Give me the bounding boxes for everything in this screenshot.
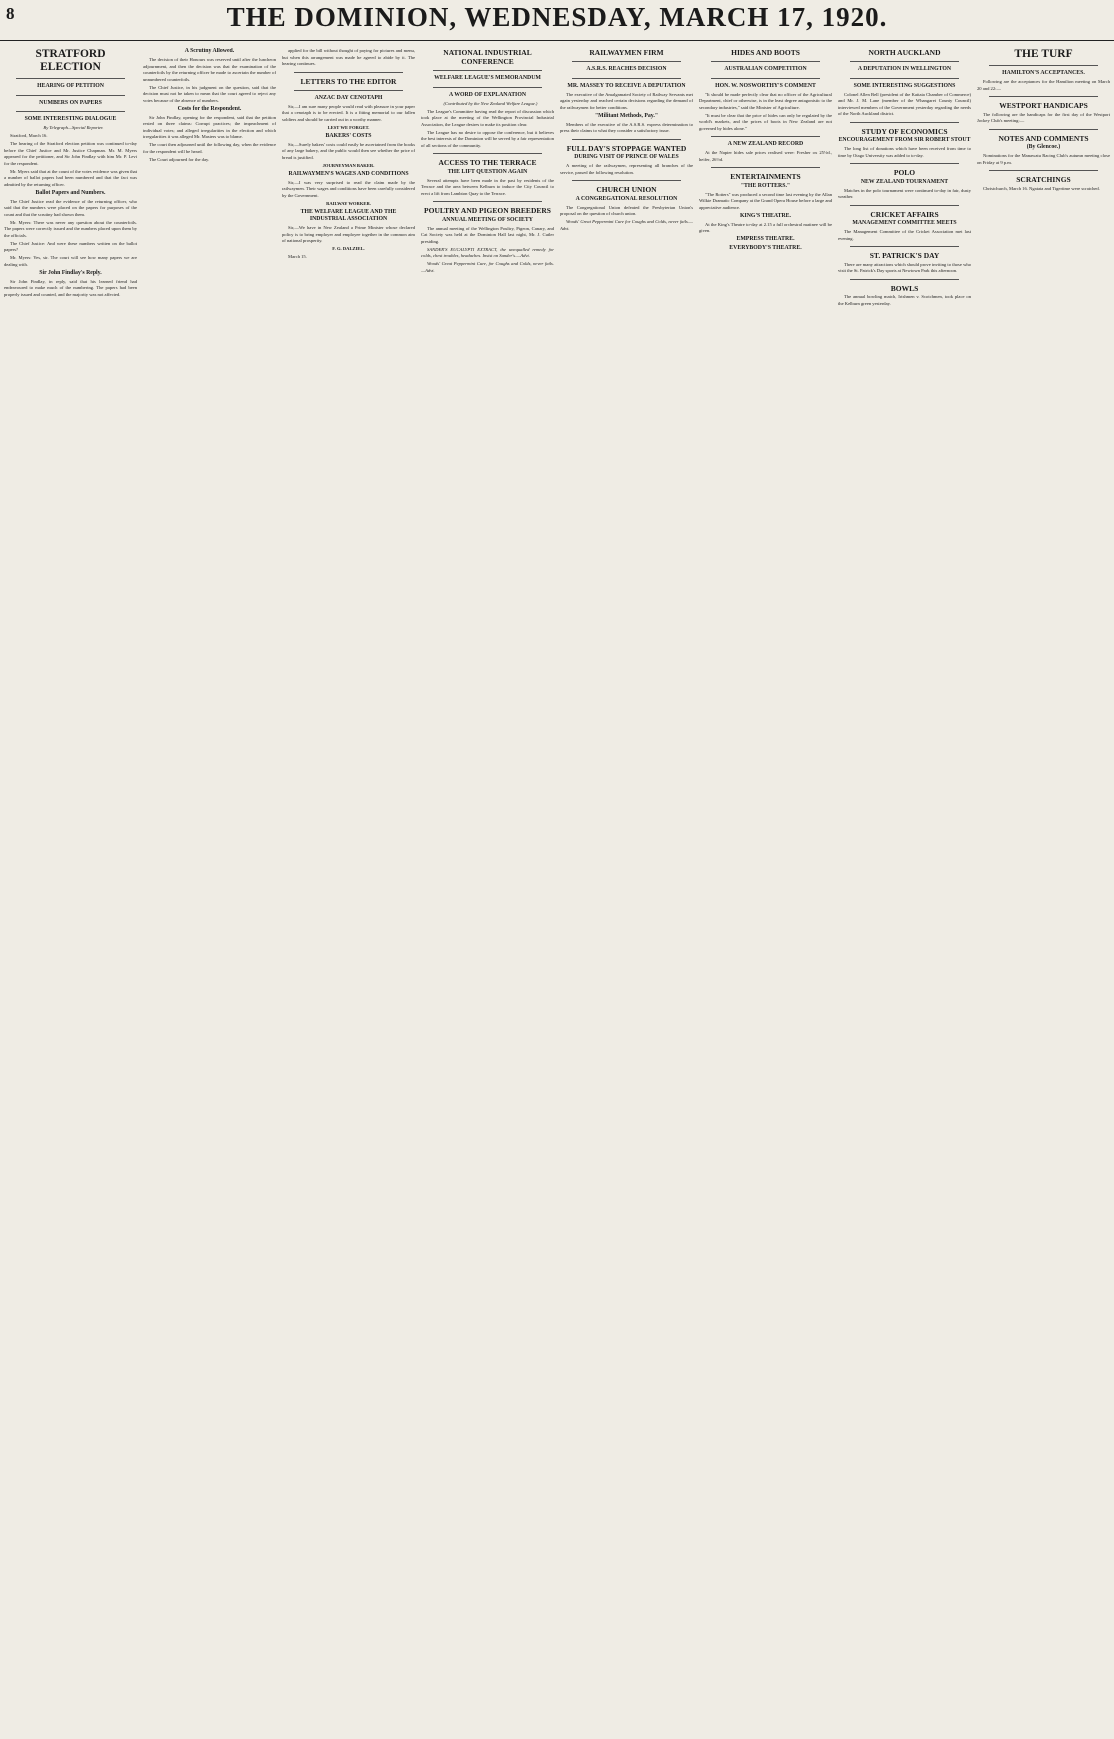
subheadline: NUMBERS ON PAPERS [39,99,102,106]
newspaper-title: THE DOMINION, WEDNESDAY, MARCH 17, 1920. [226,2,888,32]
headline: RAILWAYMEN FIRM [589,48,664,57]
article-paragraph: "It must be clear that the price of hides can only be regulated by the world's markets, and the prices of boots in New Zealand are not governed by hides alone." [699,112,832,131]
headline: STRATFORD ELECTION [35,48,106,73]
headline: STUDY OF ECONOMICS [861,126,948,136]
subheadline: HAMILTON'S ACCEPTANCES. [1002,70,1085,76]
article-paragraph: The following are the handicaps for the first day of the Westport Jockey Club's meeting:— [977,111,1110,123]
article-paragraph: Sir John Findlay, opening for the respondent, said that the petition rested on three claims: Corrupt practices; the impeachment of individual votes; and alleged irregularities in the election and which irregularities it was alleged Mr. Masters was to blame. [143,114,276,139]
subheadline: A.S.R.S. REACHES DECISION [586,66,667,72]
letter-body: Sir,—I was very surprised to read the claim made by the railwaymen. Their wages and conditions have been carefully considered by the Government. [282,179,415,198]
subheadline: DURING VISIT OF PRINCE OF WALES [574,154,679,160]
article-paragraph: The annual bowling match, Irishmen v. Scotchmen, took place on the Kelburn green yesterday. [838,294,971,306]
article-paragraph: The long list of donations which have been received from time to time by Otago University was added to to-day. [838,146,971,158]
column-3 [282,48,415,1734]
byline: (Contributed by the New Zealand Welfare League.) [443,100,538,106]
subheadline: THE LIFT QUESTION AGAIN [447,168,528,175]
letter-title: THE WELFARE LEAGUE AND THE INDUSTRIAL ASSOCIATION [300,208,397,222]
article-paragraph: At the King's Theatre to-day at 2.15 a full orchestral matinee will be given. [699,221,832,233]
section-heading: "Militant Methods, Pay." [594,112,659,119]
subheadline: ANNUAL MEETING OF SOCIETY [442,216,533,223]
article-paragraph: Mr. Myers said that at the count of the votes evidence was given that a number of ballot papers had been numbered and that the fact was admitted by the returning officer. [4,168,137,187]
article-paragraph: Colonel Allen Bell (president of the Kaitaia Chamber of Commerce) and Mr. J. M. Lane (member of the Whangarei County Council) interviewed members of the Government yesterday regarding the needs of the North Auckland district. [838,91,971,116]
subheadline: HON. W. NOSWORTHY'S COMMENT [715,82,816,89]
article-paragraph: The League has no desire to oppose the conference, but it believes the best interests of the Dominion will be served by a fair representation of all sections of the community. [421,129,554,148]
letter-body: Sir,—Surely bakers' costs could easily be ascertained from the books of any large bakery, and the public would then see whether the price of bread is justified. [282,141,415,160]
article-paragraph: The hearing of the Stratford election petition was continued to-day before the Chief Justice and Mr. Justice Chapman. Mr. M. Myers appeared for the petitioner, and Sir John Findlay with him Mr. P. Levi for the respondent. [4,141,137,166]
article-paragraph: The Court adjourned for the day. [149,156,210,162]
byline: By Telegraph—Special Reporter. [43,125,104,130]
subheadline: NEW ZEALAND TOURNAMENT [860,178,949,185]
article-paragraph: "It should be made perfectly clear that no officer of the Agricultural Department, chief or otherwise, is in the least degree antagonistic to the secondary industries," said the Minister of Agriculture. [699,91,832,110]
subheadline: SOME INTERESTING SUGGESTIONS [853,82,956,89]
section-heading: Ballot Papers and Numbers. [35,189,106,196]
column-7 [838,48,971,1734]
letter-body: Sir,—We have in New Zealand a Prime Minister whose declared policy is to bring employer and employee together in the common aim of national prosperity. [282,225,415,243]
article-paragraph: Sir John Findlay, in reply, said that his learned friend had endeavoured to make much of the numbering. The papers had been properly issued and counted, and the majority was not affected. [4,278,137,297]
advertisement: Woods' Great Peppermint Cure, for Coughs and Colds, never fails.—Advt. [421,261,554,273]
column-5 [560,48,693,1734]
section-heading: "THE ROTTERS." [740,182,791,189]
headline: HIDES AND BOOTS [731,48,800,57]
article-paragraph: There are many attractions which should prove inviting to those who visit the St. Patrick's Day sports at Newtown Park this afternoon. [838,261,971,273]
article-paragraph: Several attempts have been made in the past by residents of the Terrace and the area between Kelburn to induce the City Council to erect a lift from Lambton Quay to the Terrace. [421,177,554,196]
subheadline: SOME INTERESTING DIALOGUE [24,116,117,122]
headline: NOTES AND COMMENTS [998,133,1089,143]
headline: NATIONAL INDUSTRIAL CONFERENCE [443,48,532,66]
section-heading: A Scrutiny Allowed. [184,48,235,54]
section-heading: EVERYBODY'S THEATRE. [729,245,802,251]
letter-title: ANZAC DAY CENOTAPH [314,94,383,101]
headline: WESTPORT HANDICAPS [999,101,1088,110]
headline: ENTERTAINMENTS [730,172,801,181]
headline: ACCESS TO THE TERRACE [438,158,537,167]
article-paragraph: The Chief Justice, in his judgment on the question, said that the decision must not be taken to mean that the court agreed to reject any votes because of the absence of numbers. [143,84,276,103]
subheadline: WELFARE LEAGUE'S MEMORANDUM [434,75,541,81]
section-heading: Sir John Findlay's Reply. [39,269,102,276]
article-paragraph: The Chief Justice read the evidence of the returning officer, who said that the numbers were placed on the papers for purposes of the count and that the scrutiny had shown them. [4,198,137,217]
subheadline: MANAGEMENT COMMITTEE MEETS [852,220,957,226]
subheadline: MR. MASSEY TO RECEIVE A DEPUTATION [567,82,686,89]
headline: NORTH AUCKLAND [868,48,941,57]
article-paragraph: Nominations for the Manawatu Racing Club's autumn meeting close on Friday at 9 p.m. [977,153,1110,165]
section-heading: EMPRESS THEATRE. [736,236,795,242]
column-2 [143,48,276,1734]
section-heading: Costs for the Respondent. [177,105,242,112]
letter-title: BAKERS' COSTS [325,132,372,139]
column-1 [4,48,137,1734]
article-paragraph: "The Rotters" was produced a second time last evening by the Allan Wilkie Dramatic Company at the Grand Opera House before a large and appreciative audience. [699,191,832,210]
column-8 [977,48,1110,1734]
article-paragraph: applied for the bill without thought of paying for pictures and menu, but when this arrangement was made he agreed to abide by it. The hearing continues. [282,48,415,66]
article-paragraph: The court then adjourned until the following day, when the evidence for the respondent will be heard. [143,142,276,154]
headline: CRICKET AFFAIRS [870,209,939,219]
subheadline: AUSTRALIAN COMPETITION [724,66,807,72]
letter-body: Sir,—I am sure many people would read with pleasure in your paper that a cenotaph is to be erected. It is a fitting memorial to our fallen soldiers and should be carried out in a worthy manner. [282,103,415,122]
letter-date: March 15. [288,254,307,259]
dateline: Stratford, March 16. [10,133,48,138]
headline: LETTERS TO THE EDITOR [300,76,397,86]
letter-signature: LEST WE FORGET. [327,124,370,130]
section-heading: KING'S THEATRE. [739,212,791,219]
headline: A NEW ZEALAND RECORD [727,141,804,147]
article-paragraph: A meeting of the railwaymen, representing all branches of the service, passed the following resolution. [560,163,693,175]
article-paragraph: Mr. Myers: Yes, sir. The court will see how many papers we are dealing with. [4,255,137,267]
headline: SCRATCHINGS [1016,175,1071,184]
subheadline: A WORD OF EXPLANATION [448,91,527,98]
headline: POLO [893,168,916,177]
article-columns [4,48,1110,1734]
article-paragraph: The Chief Justice: And were these numbers written on the ballot papers? [4,240,137,252]
article-paragraph: Matches in the polo tournament were continued to-day in fair, dusty weather. [838,187,971,199]
headline: BOWLS [890,283,919,293]
headline: FULL DAY'S STOPPAGE WANTED [566,143,687,153]
headline: CHURCH UNION [596,185,657,194]
advertisement: SANDER'S EUCALYPTI EXTRACT, the unequalled remedy for colds, chest troubles, headaches. Insist on Sander's.—Advt. [421,246,554,258]
masthead [0,0,1114,41]
letter-title: RAILWAYMEN'S WAGES AND CONDITIONS [288,170,409,177]
page-number: 8 [6,4,15,23]
article-paragraph: Members of the executive of the A.S.R.S. express determination to press their claims to what they consider a satisfactory issue. [560,121,693,133]
subheadline: (By Glencoe.) [1026,144,1061,150]
article-paragraph: The annual meeting of the Wellington Poultry, Pigeon, Canary, and Cat Society was held at the Dominion Hall last night, Mr. J. Cutler presiding. [421,225,554,244]
headline: THE TURF [1014,48,1073,60]
letter-signature: JOURNEYMAN BAKER. [322,162,375,168]
headline: ST. PATRICK'S DAY [869,251,940,260]
article-paragraph: The Congregational Union defeated the Presbyterian Union's proposal on the question of church union. [560,204,693,216]
subheadline: A CONGREGATIONAL RESOLUTION [575,195,678,202]
subheadline: ENCOURAGEMENT FROM SIR ROBERT STOUT [838,137,971,143]
column-4 [421,48,554,1734]
article-paragraph: The Management Committee of the Cricket Association met last evening. [838,229,971,241]
column-6 [699,48,832,1734]
advertisement: Woods' Great Peppermint Cure for Coughs and Colds, never fails.—Advt. [560,219,693,231]
article-paragraph: Following are the acceptances for the Hamilton meeting on March 20 and 22:— [977,79,1110,91]
headline: POULTRY AND PIGEON BREEDERS [424,206,551,215]
article-paragraph: Christchurch, March 16. Ngatata and Tigertime were scratched. [983,185,1100,191]
subheadline: HEARING OF PETITION [37,83,104,89]
article-paragraph: The decision of their Honours was reserved until after the luncheon adjournment, and then the decision was that the examination of the counterfoils by the returning officer be made to ascertain the number of unnumbered counterfoils. [143,57,276,82]
article-paragraph: At the Napier hides sale prices realised were: Fresher ox 25½d., heifer, 26½d. [699,150,832,162]
article-paragraph: Mr. Myers: There was never any question about the counterfoils. The papers were correctly issued and the numbers placed upon them by the officials. [4,219,137,238]
letter-signature: F. G. DALZIEL. [332,246,365,251]
letter-signature: RAILWAY WORKER. [326,200,371,206]
article-paragraph: The League's Committee having read the report of discussion which took place at the meeting of the Wellington Provincial Industrial Association, the League desires to make its position clear. [421,108,554,127]
article-paragraph: The executive of the Amalgamated Society of Railway Servants met again yesterday and reached certain decisions regarding the demand of the railwaymen for better conditions. [560,91,693,110]
subheadline: A DEPUTATION IN WELLINGTON [857,66,952,72]
